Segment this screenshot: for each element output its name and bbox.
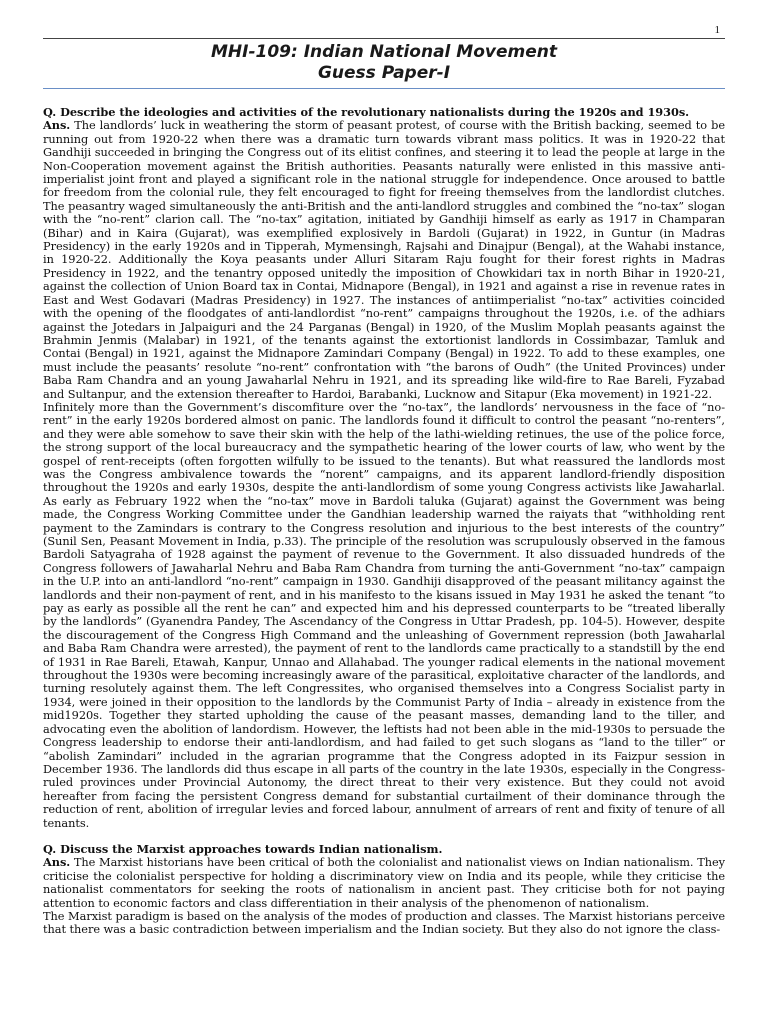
document-title — [43, 42, 725, 84]
document-body — [43, 106, 725, 937]
answer-1-text-1: The landlords’ luck in weathering the storm of peasant protest, of course with the British backing, seemed to be running out from 1920-22 when there was a dramatic turn towards vibrant mass politics. It was in 1920-22 that Gandhiji succeeded in bringing the Congress out of its elitist confines, and steering it to lead the people at large in the Non-Cooperation movement against the British authorities. Peasants naturally were enlisted in this massive anti-imperialist joint front and played a significant role in the national struggle for independence. Once aroused to battle for freedom from the colonial rule, they felt encouraged to fight for freeing themselves from the landlordist clutches. The peasantry waged simultaneously the anti-British and the anti-landlord struggles and combined the “no-tax” slogan with the “no-rent” clarion call. The “no-tax” agitation, initiated by Gandhiji himself as early as 1917 in Champaran (Bihar) and in Kaira (Gujarat), was exemplified explosively in Bardoli (Gujarat) in 1922, in Guntur (in Madras Presidency) in the early 1920s and in Tipperah, Mymensingh, Rajsahi and Dinajpur (Bengal), at the Wahabi instance, in 1920-22. Additionally the Koya peasants under Alluri Sitaram Raju fought for their forest rights in Madras Presidency in 1922, and the tenantry opposed unitedly the imposition of Chowkidari tax in north Bihar in 1920-21, against the collection of Union Board tax in Contai, Midnapore (Bengal), in 1921 and against a rise in revenue rates in East and West Godavari (Madras Presidency) in 1927. The instances of antiimperialist “no-tax” activities coincided with the opening of the floodgates of anti-landlordist “no-rent” campaigns throughout the 1920s, i.e. of the adhiars against the Jotedars in Jalpaiguri and the 24 Parganas (Bengal) in 1920, of the Muslim Moplah peasants against the Brahmin Jenmis (Malabar) in 1921, of the tenants against the extortionist landlords in Cossimbazar, Tamluk and Contai (Bengal) in 1921, against the Midnapore Zamindari Company (Bengal) in 1922. To add to these examples, one must include the peasants’ resolute “no-rent” confrontation with “the barons of Oudh” (the United Provinces) under Baba Ram Chandra and an young Jawaharlal Nehru in 1921, and its spreading like wild-fire to Rae Bareli, Fyzabad and Sultanpur, and the extension thereafter to Hardoi, Barabanki, Lucknow and Sitapur (Eka movement) in 1921-22. — [43, 118, 725, 401]
answer-1-paragraph-1 — [43, 119, 725, 401]
title-underline — [43, 88, 725, 89]
question-1: Q. Describe the ideologies and activities of the revolutionary nationalists during the 1920s and 1930s. — [43, 105, 690, 119]
question-2: Q. Discuss the Marxist approaches towards Indian nationalism. — [43, 841, 443, 856]
answer-label: Ans. — [43, 855, 71, 870]
answer-2-paragraph-1 — [43, 856, 725, 910]
answer-1-paragraph-2: Infinitely more than the Government’s discomfiture over the “no-tax”, the landlords’ nervousness in the face of “no-rent” in the early 1920s bordered almost on panic. The landlords found it difficult to control the peasant “no-renters”, and they were able somehow to save their skin with the help of the lathi-wielding retinues, the use of the police force, the strong support of the local bureaucracy and the sympathetic hearing of the lower courts of law, who went by the gospel of rent-receipts (often forgotten wilfully to be issued to the tenants). But what reassured the landlords most was the Congress ambivalence towards the “norent” campaigns, and its apparent landlord-friendly disposition throughout the 1920s and early 1930s, despite the anti-landlordism of some young Congress activists like Jawaharlal. As early as February 1922 when the “no-tax” move in Bardoli taluka (Gujarat) against the Government was being made, the Congress Working Committee under the Gandhian leadership warned the raiyats that “withholding rent payment to the Zamindars is contrary to the Congress resolution and injurious to the best interests of the country” (Sunil Sen, Peasant Movement in India, p.33). The principle of the resolution was scrupulously observed in the famous Bardoli Satyagraha of 1928 against the payment of revenue to the Government. It also dissuaded hundreds of the Congress followers of Jawaharlal Nehru and Baba Ram Chandra from turning the anti-Government “no-tax” campaign in the U.P. into an anti-landlord “no-rent” campaign in 1930. Gandhiji disapproved of the peasant militancy against the landlords and their non-payment of rent, and in his manifesto to the kisans issued in May 1931 he asked the tenant “to pay as early as possible all the rent he can” and expected him and his depressed counterparts to be “treated liberally by the landlords” (Gyanendra Pandey, The Ascendancy of the Congress in Uttar Pradesh, pp. 104-5). However, despite the discouragement of the Congress High Command and the unleashing of Government repression (both Jawaharlal and Baba Ram Chandra were arrested), the payment of rent to the landlords came practically to a standstill by the end of 1931 in Rae Bareli, Etawah, Kanpur, Unnao and Allahabad. The younger radical elements in the national movement throughout the 1930s were becoming increasingly aware of the parasitical, exploitative character of the landlords, and turning resolutely against them. The left Congressites, who organised themselves into a Congress Socialist party in 1934, were joined in their opposition to the landlords by the Communist Party of India – already in existence from the mid1920s. Together they started upholding the cause of the peasant masses, demanding land to the tiller, and advocating even the abolition of landordism. However, the leftists had not been able in the mid-1930s to persuade the Congress leadership to endorse their anti-landlordism, and had failed to get such slogans as “land to the tiller” or “abolish Zamindari” included in the agrarian programme that the Congress adopted in its Faizpur session in December 1936. The landlords did thus escape in all parts of the country in the late 1930s, especially in the Congress-ruled provinces under Provincial Autonomy, the direct threat to their very existence. But they could not avoid hereafter from facing the persistent Congress demand for substantial curtailment of their dominance through the reduction of rent, abolition of irregular levies and forced labour, annulment of arrears of rent and fixity of tenure of all tenants. — [43, 399, 725, 830]
header-rule — [43, 38, 725, 39]
page-number: 1 — [714, 24, 720, 36]
title-line-1: MHI-109: Indian National Movement — [211, 42, 557, 62]
answer-label: Ans. — [43, 118, 71, 133]
answer-2-text-1: The Marxist historians have been critical of both the colonialist and nationalist views on Indian nationalism. They criticise the colonialist perspective for holding a discriminatory view on India and its people, while they criticise the nationalist commentators for seeking the roots of nationalism in ancient past. They criticise both for not paying attention to economic factors and class differentiation in their analysis of the phenomenon of nationalism. — [43, 855, 725, 910]
title-line-2: Guess Paper-I — [317, 63, 451, 83]
answer-2-paragraph-2: The Marxist paradigm is based on the analysis of the modes of production and classes. The Marxist historians perceive that there was a basic contradiction between imperialism and the Indian society. But they also do not ignore the class- — [43, 908, 725, 937]
section-gap — [43, 830, 725, 843]
